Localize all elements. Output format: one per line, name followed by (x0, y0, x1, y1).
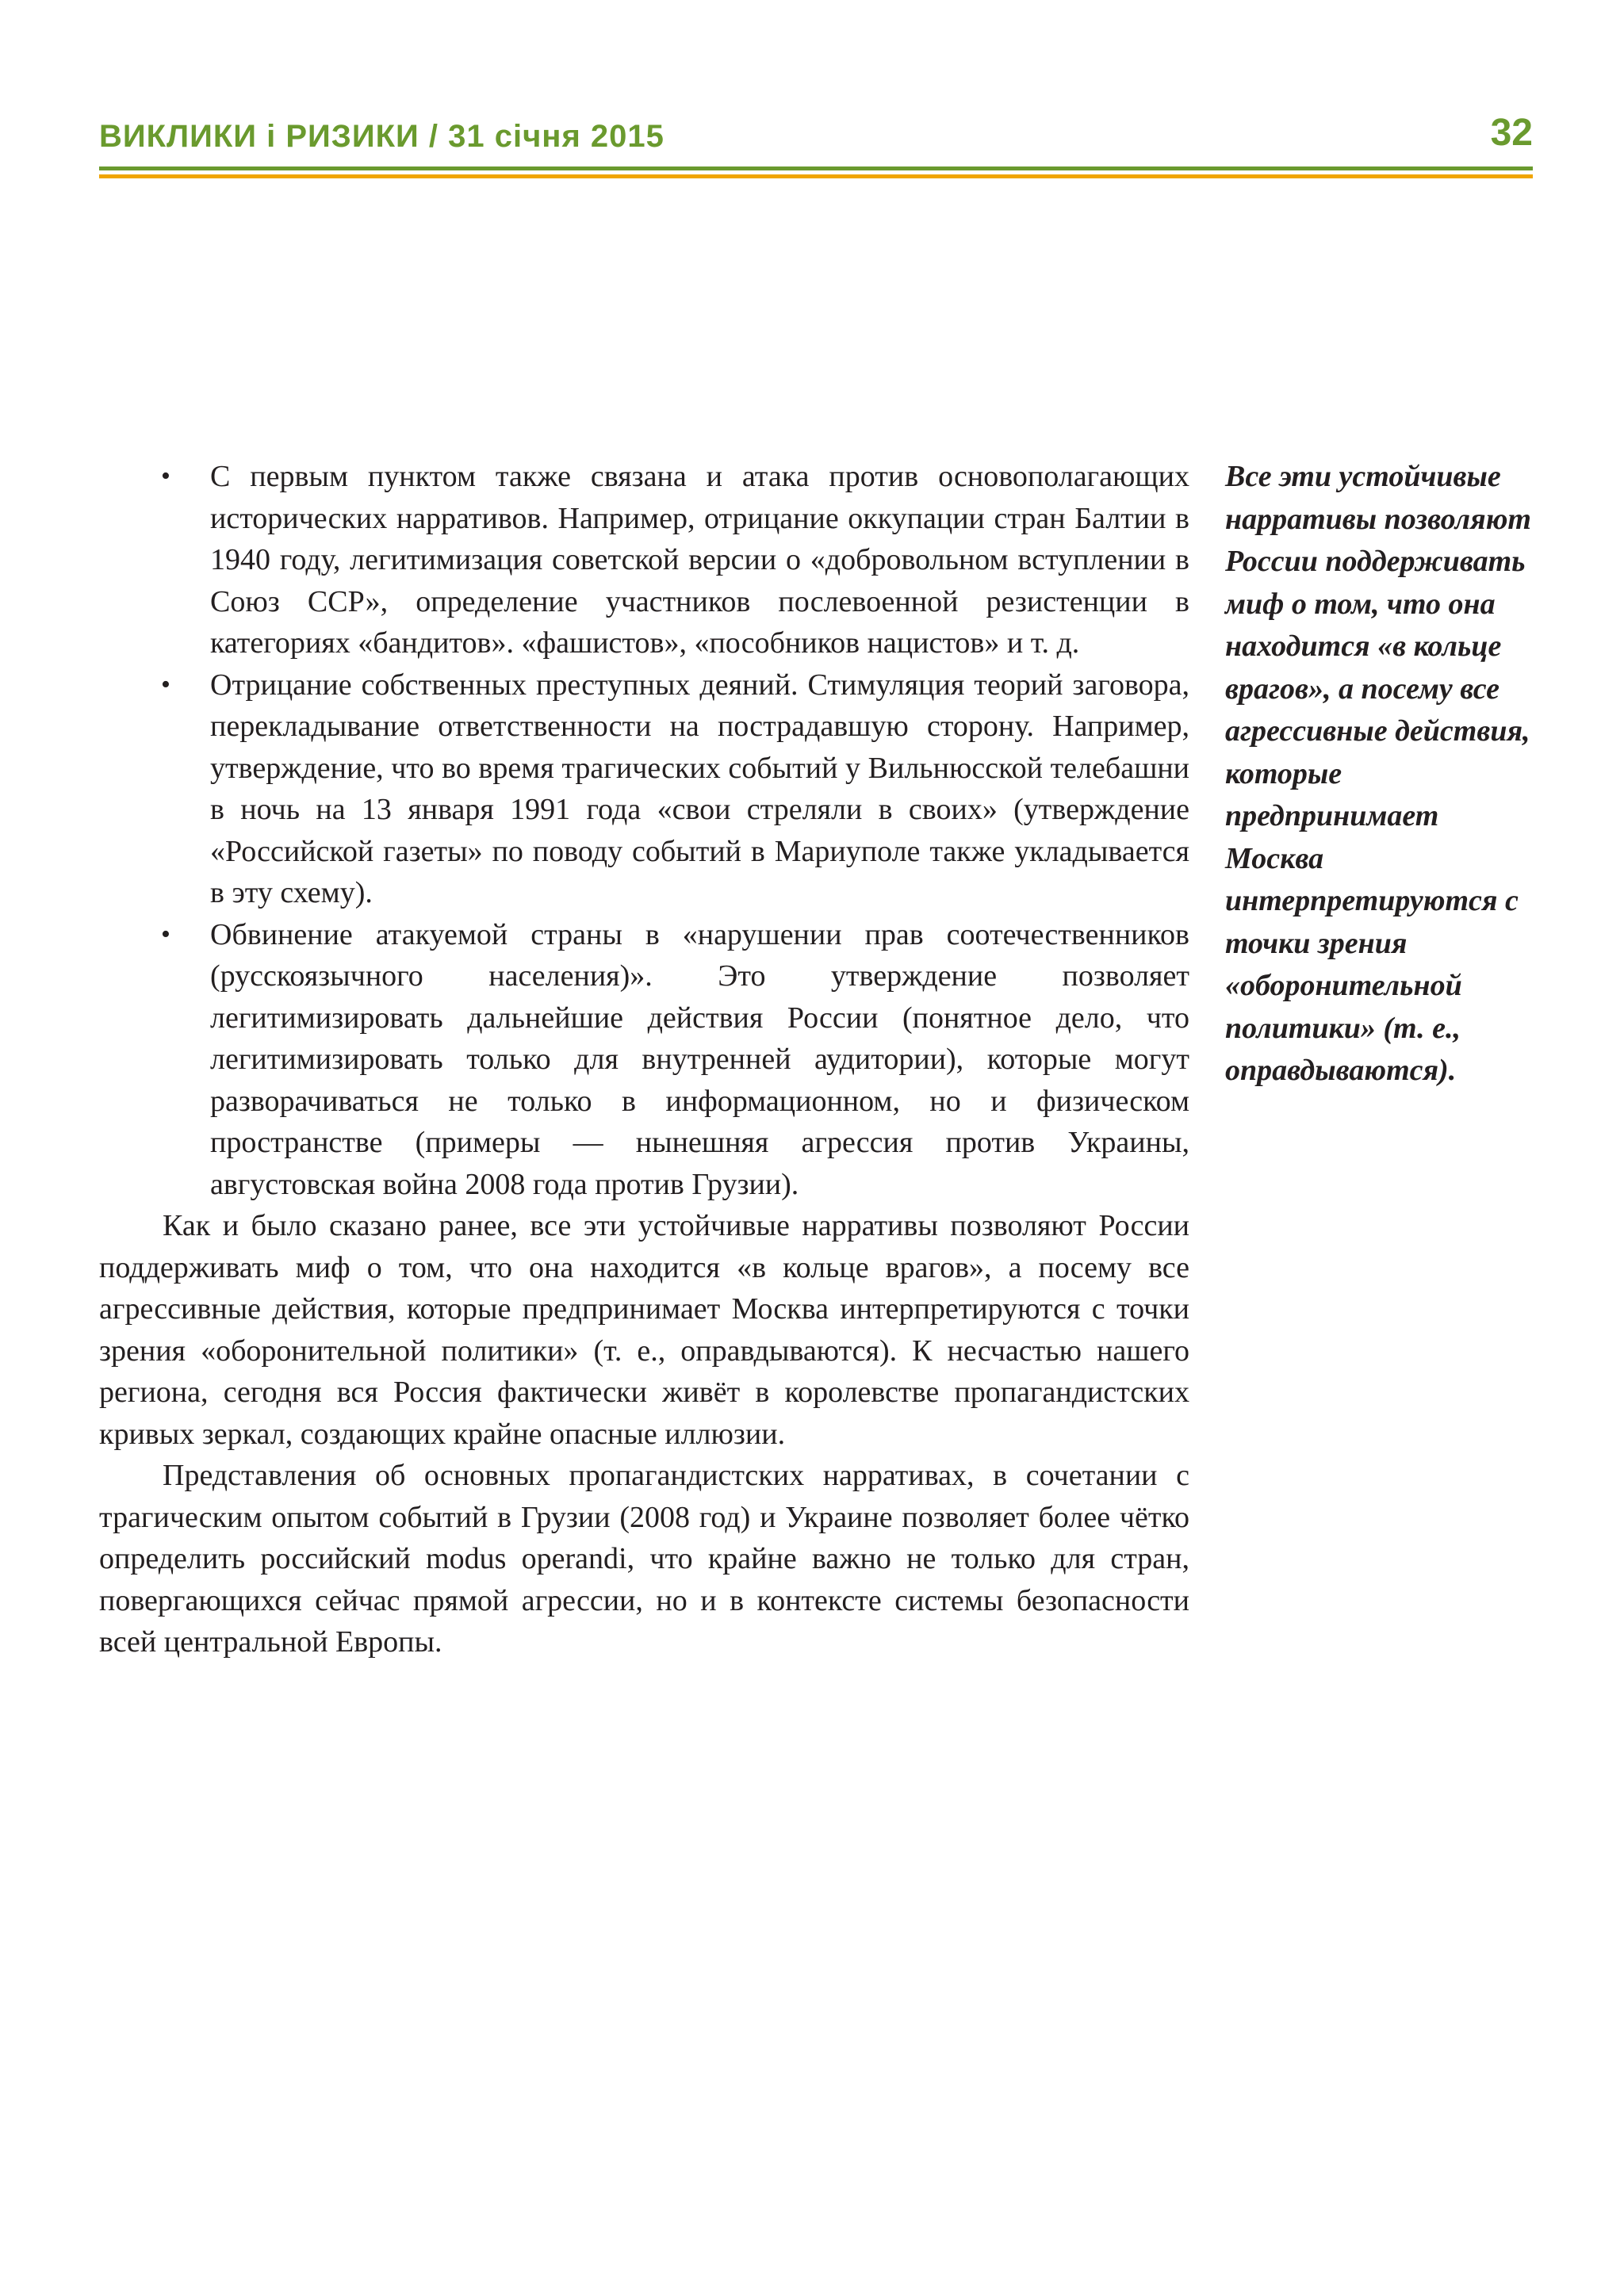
narratives-bullet-list (99, 456, 1189, 1205)
sidebar-pull-quote: Все эти устойчивые нарративы позволяют России поддерживать миф о том, что она находится «в кольце врагов», а посему все агрессивные действия, которые предпринимает Москва интерпретируются с точки зрения «оборонительной политики» (т. е., оправдываются). (1225, 460, 1531, 1087)
bullet-icon: • (161, 669, 170, 699)
list-item (99, 664, 1189, 914)
header-rule-orange (99, 174, 1533, 178)
bullet-text: С первым пунктом также связана и атака против основополагающих исторических нарративов. Например, отрицание оккупации стран Балтии в 1940 году, легитимизация советской версии о «добровольном вступлении в Союз ССР», определение участников послевоенной резистенции в категориях «бандитов». «фашистов», «пособников нацистов» и т. д. (210, 460, 1189, 660)
bullet-text: Обвинение атакуемой страны в «нарушении прав соотечественников (русскоязычного населения)». Это утверждение позволяет легитимизировать дальнейшие действия России (понятное дело, что легитимизировать только для внутренней аудитории), которые могут разворачиваться не только в информационном, но и физическом пространстве (примеры — нынешняя агрессия против Украины, августовская война 2008 года против Грузии). (210, 917, 1189, 1201)
bullet-text: Отрицание собственных преступных деяний. Стимуляция теорий заговора, перекладывание ответственности на пострадавшую сторону. Например, утверждение, что во время трагических событий у Вильнюсской телебашни в ночь на 13 января 1991 года «свои стреляли в своих» (утверждение «Российской газеты» по поводу событий в Мариуполе также укладывается в эту схему). (210, 668, 1189, 909)
page-header (99, 111, 1533, 182)
bullet-icon: • (161, 919, 170, 949)
bullet-icon: • (161, 461, 170, 491)
list-item (99, 456, 1189, 664)
main-text-column (99, 456, 1189, 1663)
header-rule-green (99, 166, 1533, 170)
body-paragraph: Как и было сказано ранее, все эти устойчивые нарративы позволяют России поддерживать миф о том, что она находится «в кольце врагов», а посему все агрессивные действия, которые предпринимает Москва интерпретируются с точки зрения «оборонительной политики» (т. е., оправдываются). К несчастью нашего региона, сегодня вся Россия фактически живёт в королевстве пропагандистских кривых зеркал, создающих крайне опасные иллюзии. (99, 1209, 1189, 1451)
body-paragraph: Представления об основных пропагандистских нарративах, в сочетании с трагическим опытом событий в Грузии (2008 год) и Украине позволяет более чётко определить российский modus operandi, что крайне важно не только для стран, повергающихся сейчас прямой агрессии, но и в контексте системы безопасности всей центральной Европы. (99, 1459, 1189, 1659)
list-item (99, 914, 1189, 1206)
page-number: 32 (1490, 112, 1533, 154)
running-header-title: ВИКЛИКИ і РИЗИКИ / 31 січня 2015 (99, 119, 665, 154)
